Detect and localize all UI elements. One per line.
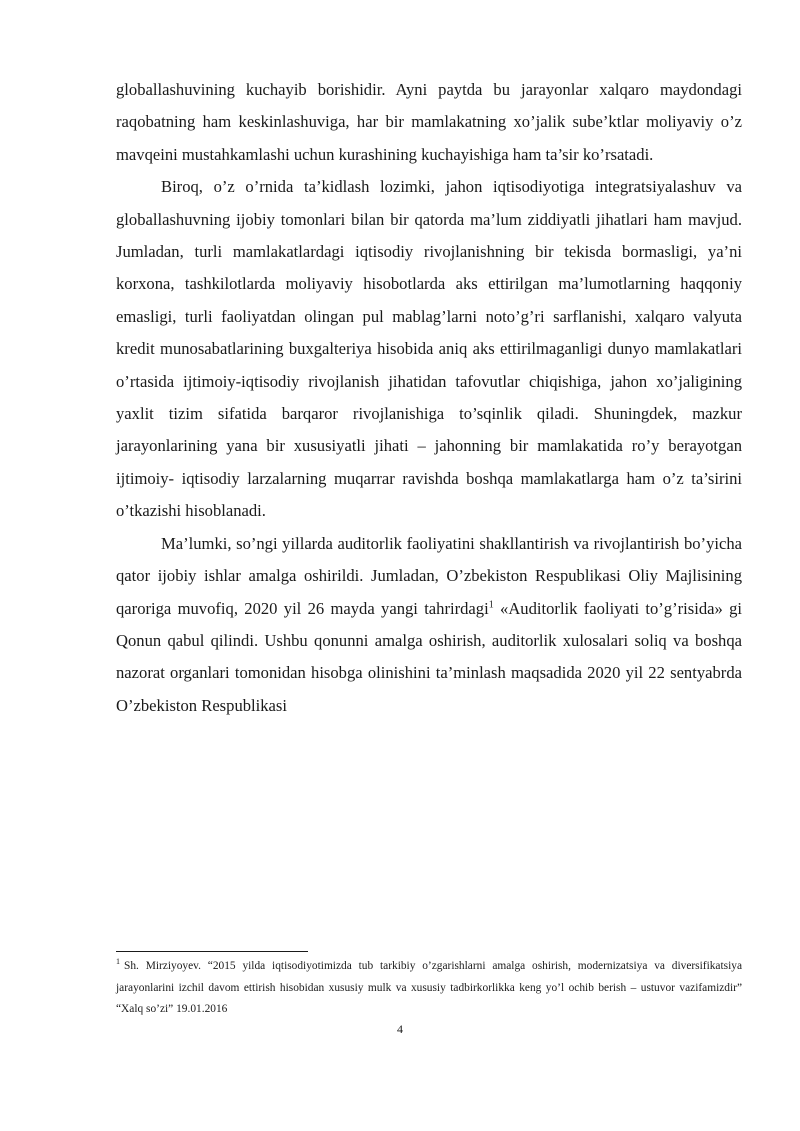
paragraph-3-text-after-ref: «Auditorlik faoliyati to’g’risida» gi Qonun qabul qilindi. Ushbu qonunni amalga oshirish, auditorlik xulosalari soliq va boshqa nazorat organlari tomonidan hisobga olinishini ta’minlash maqsadida 2020 yil 22 sentyabrda O’zbekiston Respublikasi	[116, 598, 742, 715]
body-text	[116, 74, 742, 722]
paragraph-1: globallashuvining kuchayib borishidir. Ayni paytda bu jarayonlar xalqaro maydondagi raqobatning ham keskinlashuviga, har bir mamlakatning xo’jalik sube’ktlar moliyaviy o’z mavqeini mustahkamlashi uchun kurashining kuchayishiga ham ta’sir ko’rsatadi.	[116, 80, 742, 164]
footnote-separator	[116, 951, 308, 952]
paragraph-3-text-before-ref: Ma’lumki, so’ngi yillarda auditorlik faoliyatini shakllantirish va rivojlantirish bo’yicha qator ijobiy ishlar amalga oshirildi. Jumladan, O’zbekiston Respublikasi Oliy Majlisining qaroriga muvofiq, 2020 yil 26 mayda yangi tahrirdagi	[116, 533, 742, 618]
paragraph-2: Biroq, o’z o’rnida ta’kidlash lozimki, jahon iqtisodiyotiga integratsiyalashuv va globallashuvning ijobiy tomonlari bilan bir qatorda ma’lum ziddiyatli jihatlari ham mavjud. Jumladan, turli mamlakatlardagi iqtisodiy rivojlanishning bir tekisda bormasligi, ya’ni korxona, tashkilotlarda moliyaviy hisobotlarda aks ettirilgan ma’lumotlarning haqqoniy emasligi, turli faoliyatdan olingan pul mablag’larni noto’g’ri sarflanishi, xalqaro valyuta kredit munosabatlarining buxgalteriya hisobida aniq aks ettirilmaganligi dunyo mamlakatlari o’rtasida ijtimoiy-iqtisodiy rivojlanish jihatidan tafovutlar chiqishiga, jahon xo’jaligining yaxlit tizim sifatida barqaror rivojlanishiga to’sqinlik qiladi. Shuningdek, mazkur jarayonlarining yana bir xususiyatli jihati – jahonning bir mamlakatida ro’y berayotgan ijtimoiy- iqtisodiy larzalarning muqarrar ravishda boshqa mamlakatlarga ham o’z ta’sirini o’tkazishi hisoblanadi.	[116, 177, 742, 521]
footnote-reference[interactable]: 1	[488, 598, 494, 610]
footnote	[116, 956, 742, 1021]
footnote-mark: 1	[116, 957, 120, 967]
paragraph-3	[116, 528, 742, 722]
footnote-text: Sh. Mirziyoyev. “2015 yilda iqtisodiyotimizda tub tarkibiy o’zgarishlarni amalga oshirish, modernizatsiya va diversifikatsiya jarayonlarini izchil davom ettirish hisobidan xususiy mulk va xususiy tadbirkorlikka keng yo’l ochib berish – ustuvor vazifamizdir” “Xalq so’zi” 19.01.2016	[116, 960, 742, 1015]
page-number: 4	[397, 1022, 403, 1036]
